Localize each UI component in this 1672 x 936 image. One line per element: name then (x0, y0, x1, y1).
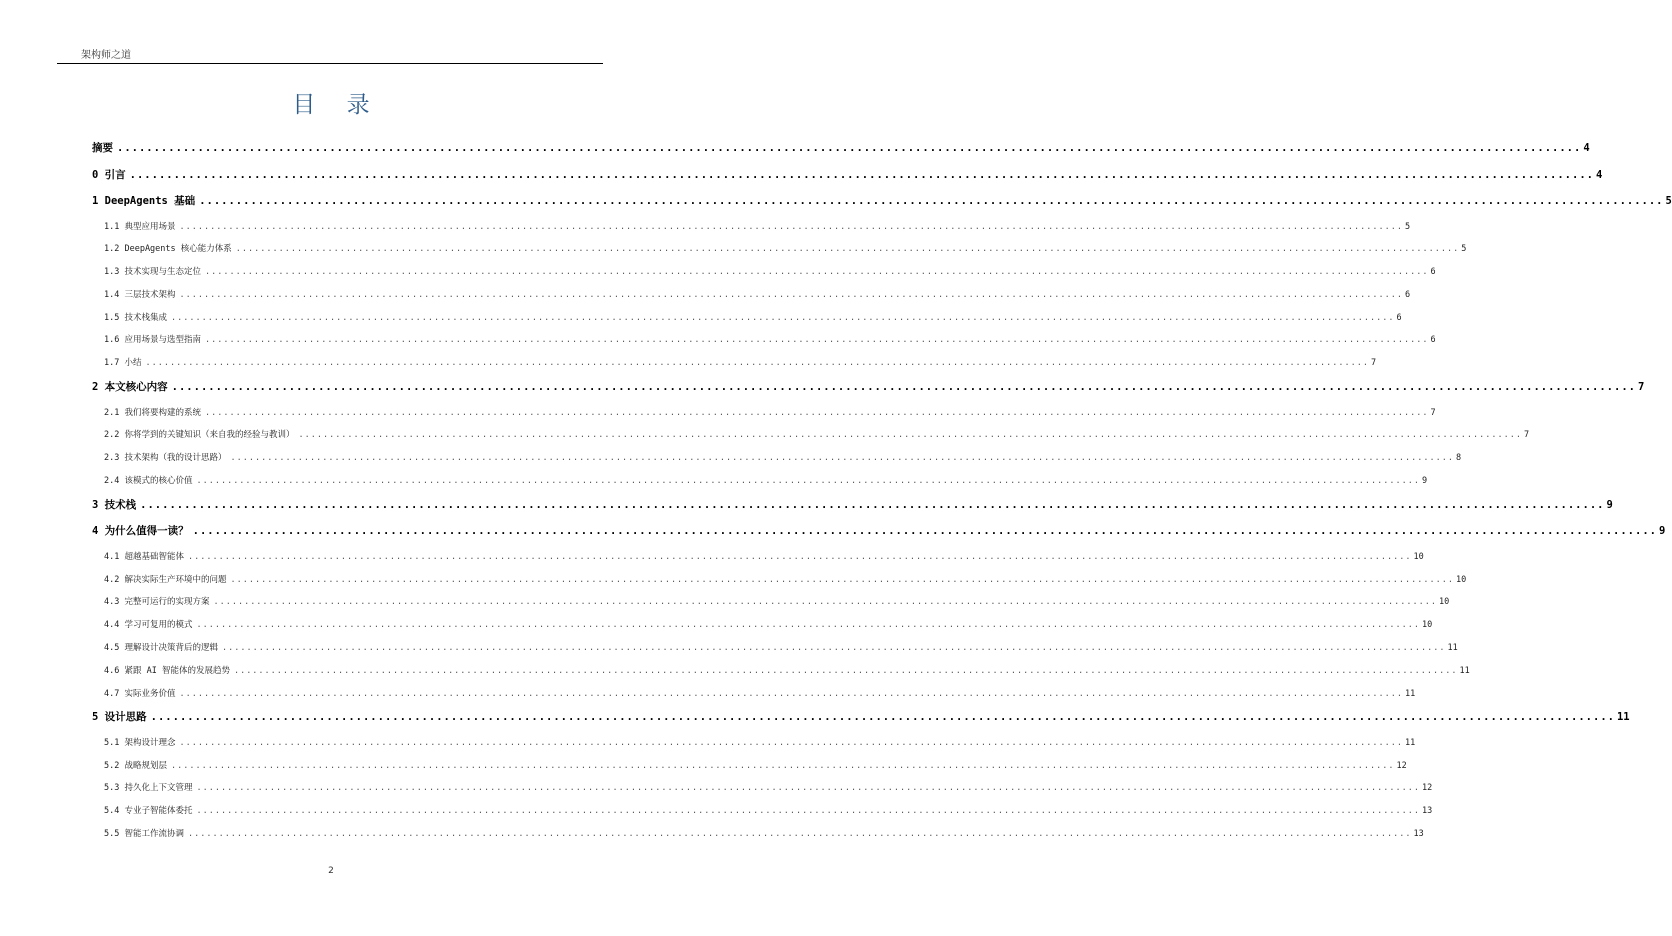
toc-entry-title: 5.1 架构设计理念 (104, 737, 176, 748)
dot-leader: ........................................................................................................................................................................................................ (213, 597, 1437, 608)
toc-entry-title: 5.5 智能工作流协调 (104, 829, 184, 840)
toc-entry-chapter[interactable] (92, 140, 1590, 167)
dot-leader: ........................................................................................................................................................................................................ (179, 688, 1403, 699)
toc-entry-chapter[interactable] (92, 379, 1645, 406)
toc-entry-section[interactable] (92, 687, 1416, 710)
dot-leader: ........................................................................................................................................................................................................ (204, 267, 1429, 278)
toc-entry-chapter[interactable] (92, 193, 1672, 220)
toc-entry-page: 11 (1459, 665, 1470, 676)
toc-entry-page: 4 (1595, 168, 1603, 181)
toc-entry-title: 4.2 解决实际生产环境中的问题 (104, 574, 227, 585)
toc-entry-title: 1.6 应用场景与选型指南 (104, 335, 201, 346)
toc-entry-title: 2.4 该模式的核心价值 (104, 475, 193, 486)
toc-entry-title: 1.5 技术栈集成 (104, 312, 167, 323)
dot-leader: ........................................................................................................................................................................................................ (230, 574, 1454, 585)
toc-entry-title: 2.1 我们将要构建的系统 (104, 407, 201, 418)
dot-leader: ........................................................................................................................................................................................................ (187, 829, 1412, 840)
dot-leader: ........................................................................................................................................................................................................ (179, 289, 1403, 300)
dot-leader: ........................................................................................................................................................................................................ (117, 142, 1582, 154)
toc-entry-page: 6 (1430, 335, 1436, 346)
dot-leader: ........................................................................................................................................................................................................ (235, 244, 1460, 255)
toc-entry-page: 12 (1396, 760, 1407, 771)
dot-leader: ........................................................................................................................................................................................................ (230, 453, 1454, 464)
toc-entry-chapter[interactable] (92, 709, 1630, 736)
toc-entry-section[interactable] (92, 618, 1433, 641)
toc-entry-page: 10 (1421, 620, 1433, 631)
dot-leader: ........................................................................................................................................................................................................ (150, 711, 1615, 724)
toc-entry-page: 12 (1421, 783, 1433, 794)
toc-entry-page: 5 (1665, 195, 1672, 207)
toc-entry-page: 6 (1404, 289, 1411, 300)
toc-entry-section[interactable] (92, 220, 1411, 243)
toc-entry-title: 1.4 三层技术架构 (104, 289, 176, 300)
table-of-contents (92, 140, 1672, 850)
toc-entry-page: 5 (1404, 221, 1411, 232)
toc-entry-section[interactable] (92, 781, 1433, 804)
dot-leader: ........................................................................................................................................................................................................ (129, 168, 1594, 181)
dot-leader: ........................................................................................................................................................................................................ (171, 381, 1636, 394)
toc-entry-chapter[interactable] (92, 497, 1613, 524)
dot-leader: ........................................................................................................................................................................................................ (233, 665, 1458, 676)
toc-entry-title: 4.3 完整可运行的实现方案 (104, 597, 210, 608)
toc-entry-section[interactable] (92, 265, 1436, 288)
toc-entry-page: 10 (1438, 597, 1450, 608)
toc-entry-title: 摘要 (92, 142, 113, 154)
toc-entry-page: 4 (1583, 142, 1590, 154)
toc-entry-section[interactable] (92, 333, 1436, 356)
toc-entry-title: 1.2 DeepAgents 核心能力体系 (104, 244, 232, 255)
header-rule (57, 63, 603, 64)
toc-entry-page: 11 (1447, 642, 1458, 653)
toc-entry-page: 7 (1523, 430, 1530, 441)
toc-entry-page: 11 (1616, 711, 1630, 724)
toc-entry-page: 10 (1455, 574, 1467, 585)
toc-entry-section[interactable] (92, 474, 1428, 497)
toc-entry-section[interactable] (92, 664, 1470, 687)
toc-entry-page: 10 (1413, 551, 1424, 562)
toc-entry-title: 4.6 紧跟 AI 智能体的发展趋势 (104, 665, 230, 676)
toc-entry-page: 13 (1421, 806, 1433, 817)
dot-leader: ........................................................................................................................................................................................................ (187, 551, 1412, 562)
toc-entry-section[interactable] (92, 311, 1402, 334)
dot-leader: ........................................................................................................................................................................................................ (170, 760, 1395, 771)
toc-entry-title: 2 本文核心内容 (92, 381, 168, 394)
dot-leader: ........................................................................................................................................................................................................ (179, 221, 1403, 232)
toc-entry-title: 1 DeepAgents 基础 (92, 195, 196, 207)
toc-entry-section[interactable] (92, 759, 1407, 782)
toc-entry-section[interactable] (92, 804, 1433, 827)
dot-leader: ........................................................................................................................................................................................................ (204, 335, 1429, 346)
toc-entry-title: 3 技术栈 (92, 498, 137, 511)
toc-entry-page: 11 (1404, 688, 1416, 699)
toc-entry-title: 5.2 战略规划层 (104, 760, 167, 771)
dot-leader: ........................................................................................................................................................................................................ (192, 525, 1657, 538)
toc-entry-section[interactable] (92, 736, 1416, 759)
toc-entry-section[interactable] (92, 595, 1450, 618)
toc-entry-page: 7 (1637, 381, 1645, 394)
toc-entry-title: 2.2 你将学到的关键知识（来自我的经验与教训） (104, 430, 295, 441)
toc-entry-page: 6 (1430, 267, 1436, 278)
dot-leader: ........................................................................................................................................................................................................ (204, 407, 1429, 418)
toc-entry-chapter[interactable] (92, 523, 1666, 550)
toc-entry-page: 9 (1606, 498, 1613, 511)
toc-entry-title: 1.3 技术实现与生态定位 (104, 267, 201, 278)
toc-entry-title: 4.7 实际业务价值 (104, 688, 176, 699)
dot-leader: ........................................................................................................................................................................................................ (170, 312, 1395, 323)
running-header-title: 架构师之道 (81, 50, 131, 61)
toc-entry-title: 5 设计思路 (92, 711, 147, 724)
toc-entry-section[interactable] (92, 356, 1377, 379)
toc-entry-chapter[interactable] (92, 167, 1603, 194)
dot-leader: ........................................................................................................................................................................................................ (179, 737, 1403, 748)
toc-entry-title: 5.4 专业子智能体委托 (104, 806, 193, 817)
dot-leader: ........................................................................................................................................................................................................ (196, 620, 1420, 631)
toc-entry-title: 0 引言 (92, 168, 126, 181)
toc-entry-title: 2.3 技术架构（我的设计思路） (104, 453, 227, 464)
toc-entry-title: 4.1 超越基础智能体 (104, 551, 184, 562)
dot-leader: ........................................................................................................................................................................................................ (196, 475, 1420, 486)
toc-entry-page: 11 (1404, 737, 1416, 748)
toc-entry-title: 1.7 小结 (104, 358, 142, 369)
dot-leader: ........................................................................................................................................................................................................ (145, 358, 1369, 369)
dot-leader: ........................................................................................................................................................................................................ (196, 806, 1420, 817)
toc-entry-page: 9 (1421, 475, 1428, 486)
page-number: 2 (328, 866, 334, 876)
toc-entry-page: 9 (1658, 525, 1666, 538)
toc-entry-title: 4.4 学习可复用的模式 (104, 620, 193, 631)
toc-entry-section[interactable] (92, 550, 1424, 573)
toc-entry-title: 1.1 典型应用场景 (104, 221, 176, 232)
toc-entry-title: 4.5 理解设计决策背后的逻辑 (104, 642, 218, 653)
toc-heading: 目 录 (292, 92, 382, 118)
toc-entry-page: 7 (1430, 407, 1436, 418)
toc-entry-title: 5.3 持久化上下文管理 (104, 783, 193, 794)
dot-leader: ........................................................................................................................................................................................................ (140, 498, 1605, 511)
dot-leader: ........................................................................................................................................................................................................ (298, 430, 1522, 441)
toc-entry-page: 7 (1370, 358, 1377, 369)
toc-entry-page: 8 (1455, 453, 1462, 464)
toc-entry-section[interactable] (92, 827, 1424, 850)
toc-entry-page: 5 (1461, 244, 1467, 255)
toc-entry-section[interactable] (92, 406, 1436, 429)
toc-entry-section[interactable] (92, 288, 1411, 311)
toc-entry-section[interactable] (92, 573, 1467, 596)
toc-entry-section[interactable] (92, 451, 1462, 474)
toc-entry-title: 4 为什么值得一读？ (92, 525, 189, 538)
dot-leader: ........................................................................................................................................................................................................ (221, 642, 1446, 653)
dot-leader: ........................................................................................................................................................................................................ (196, 783, 1420, 794)
toc-entry-section[interactable] (92, 641, 1458, 664)
toc-entry-page: 6 (1396, 312, 1402, 323)
toc-entry-page: 13 (1413, 829, 1424, 840)
toc-entry-section[interactable] (92, 428, 1530, 451)
dot-leader: ........................................................................................................................................................................................................ (199, 195, 1664, 207)
toc-entry-section[interactable] (92, 242, 1467, 265)
